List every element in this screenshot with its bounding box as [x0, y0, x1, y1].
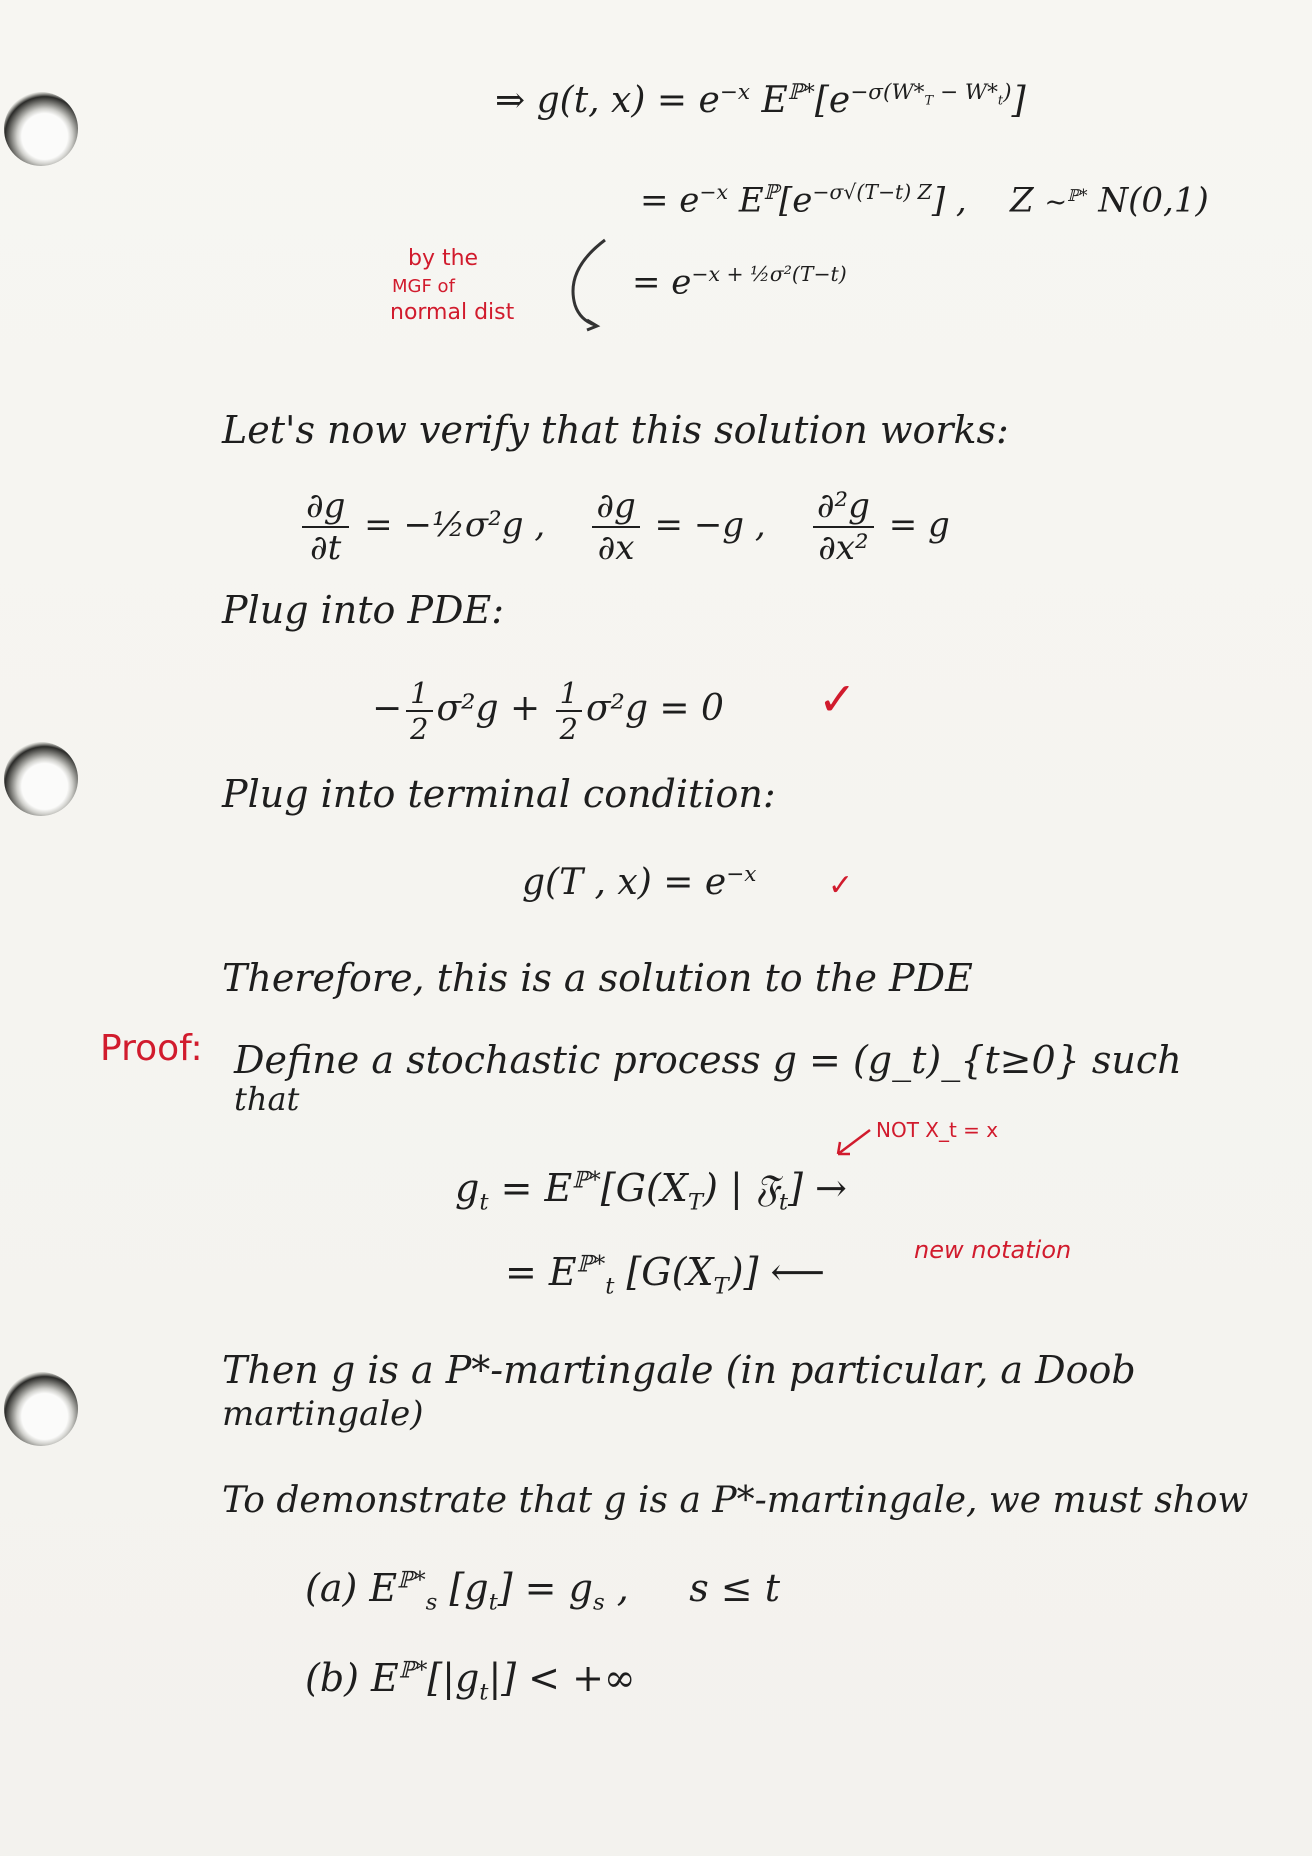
not-note-arrow [830, 1124, 874, 1164]
derivation-line-3: = $e^{-x + \frac{1}{2}\sigma^2(T-t)}$ [632, 262, 847, 303]
martingale-definition-eq2: = $E^{ℙ*}_t$ $[G(X_T)]$ ⟵ [505, 1250, 825, 1300]
proof-statement-line-1: Define a stochastic process g = (g_t)_{t≥0} such [234, 1038, 1182, 1082]
plug-into-terminal: Plug into terminal condition: [222, 772, 776, 816]
pde-check: ✓ [818, 672, 857, 726]
partial-derivatives: $\frac{\partial g}{\partial t}$ = −½σ²g , $\frac{\partial g}{\partial x}$ = −g , $\frac{\text{∂²g}}{\text{∂x²}}$ = g [298, 486, 950, 568]
then-martingale-line-2: martingale) [222, 1394, 424, 1434]
verify-heading: Let's now verify that this solution works: [222, 408, 1009, 452]
conclusion: Therefore, this is a solution to the PDE [222, 956, 973, 1000]
proof-label: Proof: [100, 1028, 203, 1069]
derivation-line-2: = $e^{-x}$ $E^ℙ[e^{-\sigma√(T-t) Z}]$ , Z ~$^{ℙ*}$ N(0,1) [640, 180, 1209, 221]
not-xt-note: NOT X_t = x [876, 1118, 999, 1142]
new-notation-note: new notation [914, 1236, 1072, 1264]
annotation-mgf-of: MGF of [392, 276, 455, 297]
martingale-definition-eq1: $g_t = E^{ℙ*}[G(X_T)$ | 𝔉$_t$] → [455, 1166, 847, 1216]
proof-statement-line-2: that [234, 1080, 300, 1118]
annotation-bracket [555, 230, 635, 340]
condition-a: (a) $E^{ℙ*}_s$ $[g_t] = g_s$ , s ≤ t [305, 1566, 780, 1616]
terminal-equation: g(T , $x) = e^{-x}$ [522, 862, 757, 903]
punch-hole-top [4, 92, 78, 166]
annotation-normal-dist: normal dist [390, 300, 515, 325]
pde-equation: − $\frac{1}{2}$ σ²g + $\frac{1}{2}$ σ²g = 0 [372, 676, 724, 746]
condition-b: (b) $E^{ℙ*}[|g_t|]$ < +∞ [305, 1656, 636, 1706]
then-martingale-line-1: Then g is a P*-martingale (in particular, a Doob [222, 1348, 1136, 1392]
punch-hole-middle [4, 742, 78, 816]
demonstrate-statement: To demonstrate that g is a P*-martingale, we must show [222, 1480, 1249, 1521]
terminal-check: ✓ [828, 868, 854, 903]
derivation-line-1: ⇒ g(t, $x) = e^{-x}$ $E^{ℙ*}[e^{-\sigma(W*_T - W*_t)}]$ [495, 80, 1026, 121]
punch-hole-bottom [4, 1372, 78, 1446]
annotation-by-the: by the [408, 246, 479, 271]
plug-into-pde: Plug into PDE: [222, 588, 505, 632]
